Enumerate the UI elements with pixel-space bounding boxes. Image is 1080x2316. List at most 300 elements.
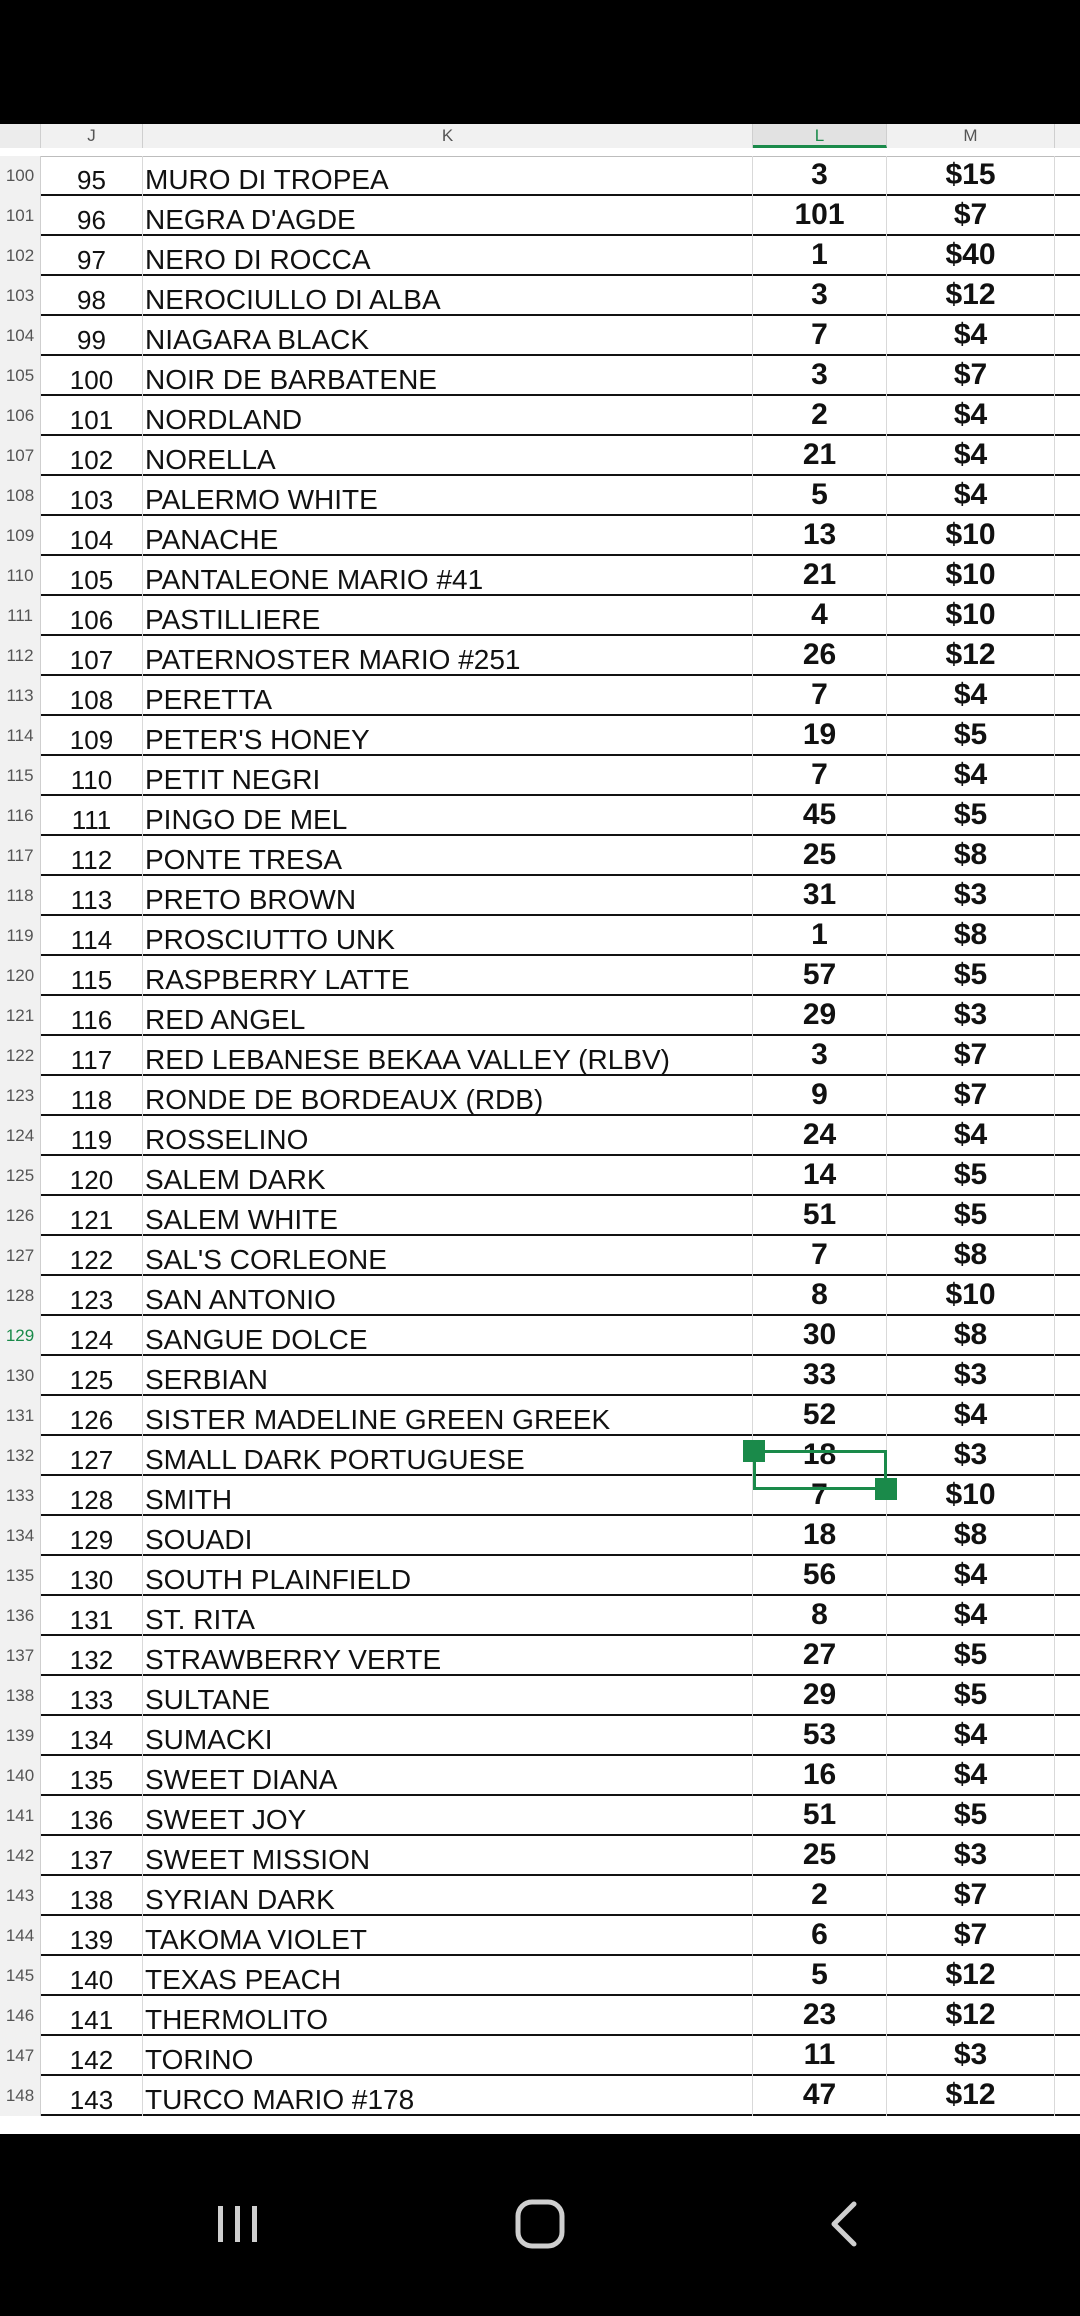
cell-k-variety[interactable]: STRAWBERRY VERTE <box>143 1636 753 1676</box>
cell-k-variety[interactable]: TURCO MARIO #178 <box>143 2076 753 2116</box>
cell-n-empty[interactable] <box>1055 1596 1080 1636</box>
cell-j-index[interactable]: 135 <box>41 1756 143 1796</box>
cell-l-count[interactable]: 21 <box>753 436 887 476</box>
cell-j-index[interactable]: 128 <box>41 1476 143 1516</box>
cell-l-count[interactable]: 53 <box>753 1716 887 1756</box>
cell-m-price[interactable]: $5 <box>887 1196 1055 1236</box>
cell-n-empty[interactable] <box>1055 1876 1080 1916</box>
cell-n-empty[interactable] <box>1055 516 1080 556</box>
cell-j-index[interactable]: 114 <box>41 916 143 956</box>
cell-j-index[interactable]: 132 <box>41 1636 143 1676</box>
cell-m-price[interactable]: $4 <box>887 1756 1055 1796</box>
cell-k-variety[interactable]: SYRIAN DARK <box>143 1876 753 1916</box>
cell-l-count[interactable]: 51 <box>753 1196 887 1236</box>
cell-j-index[interactable]: 99 <box>41 316 143 356</box>
cell-l-count[interactable]: 2 <box>753 1876 887 1916</box>
row-number[interactable]: 124 <box>0 1116 41 1156</box>
home-button[interactable] <box>480 2174 600 2274</box>
select-all-corner[interactable] <box>0 124 41 148</box>
row-number[interactable]: 141 <box>0 1796 41 1836</box>
cell-l-count[interactable]: 31 <box>753 876 887 916</box>
cell-n-empty[interactable] <box>1055 1036 1080 1076</box>
row-number[interactable]: 115 <box>0 756 41 796</box>
row-number[interactable]: 119 <box>0 916 41 956</box>
cell-k-variety[interactable]: PETIT NEGRI <box>143 756 753 796</box>
cell-l-count[interactable]: 8 <box>753 1596 887 1636</box>
row-number[interactable]: 127 <box>0 1236 41 1276</box>
cell-j-index[interactable]: 104 <box>41 516 143 556</box>
cell-n-empty[interactable] <box>1055 876 1080 916</box>
cell-k-variety[interactable]: NIAGARA BLACK <box>143 316 753 356</box>
cell-n-empty[interactable] <box>1055 1676 1080 1716</box>
row-number[interactable]: 104 <box>0 316 41 356</box>
row-number[interactable]: 140 <box>0 1756 41 1796</box>
cell-m-price[interactable]: $10 <box>887 596 1055 636</box>
row-number[interactable]: 146 <box>0 1996 41 2036</box>
cell-n-empty[interactable] <box>1055 236 1080 276</box>
cell-j-index[interactable]: 116 <box>41 996 143 1036</box>
cell-n-empty[interactable] <box>1055 596 1080 636</box>
cell-l-count[interactable]: 11 <box>753 2036 887 2076</box>
recent-apps-button[interactable] <box>178 2174 298 2274</box>
cell-j-index[interactable]: 143 <box>41 2076 143 2116</box>
cell-m-price[interactable]: $10 <box>887 1476 1055 1516</box>
cell-k-variety[interactable]: MURO DI TROPEA <box>143 156 753 196</box>
cell-k-variety[interactable]: NEROCIULLO DI ALBA <box>143 276 753 316</box>
cell-m-price[interactable]: $8 <box>887 1516 1055 1556</box>
cell-n-empty[interactable] <box>1055 916 1080 956</box>
cell-j-index[interactable]: 103 <box>41 476 143 516</box>
cell-l-count[interactable]: 5 <box>753 1956 887 1996</box>
cell-j-index[interactable]: 134 <box>41 1716 143 1756</box>
cell-m-price[interactable]: $7 <box>887 1876 1055 1916</box>
cell-l-count[interactable]: 5 <box>753 476 887 516</box>
cell-k-variety[interactable]: SULTANE <box>143 1676 753 1716</box>
column-header-m[interactable]: M <box>887 124 1055 148</box>
cell-l-count[interactable]: 13 <box>753 516 887 556</box>
row-number[interactable]: 109 <box>0 516 41 556</box>
column-header-n[interactable] <box>1055 124 1080 148</box>
row-number[interactable]: 131 <box>0 1396 41 1436</box>
cell-n-empty[interactable] <box>1055 1836 1080 1876</box>
cell-k-variety[interactable]: ROSSELINO <box>143 1116 753 1156</box>
cell-k-variety[interactable]: PRETO BROWN <box>143 876 753 916</box>
cell-n-empty[interactable] <box>1055 1076 1080 1116</box>
row-number[interactable]: 138 <box>0 1676 41 1716</box>
cell-l-count[interactable]: 7 <box>753 676 887 716</box>
cell-j-index[interactable]: 115 <box>41 956 143 996</box>
cell-j-index[interactable]: 95 <box>41 156 143 196</box>
cell-n-empty[interactable] <box>1055 956 1080 996</box>
cell-m-price[interactable]: $7 <box>887 1036 1055 1076</box>
cell-n-empty[interactable] <box>1055 196 1080 236</box>
row-number[interactable]: 122 <box>0 1036 41 1076</box>
cell-l-count[interactable]: 23 <box>753 1996 887 2036</box>
cell-n-empty[interactable] <box>1055 796 1080 836</box>
cell-n-empty[interactable] <box>1055 276 1080 316</box>
cell-j-index[interactable]: 119 <box>41 1116 143 1156</box>
cell-m-price[interactable]: $3 <box>887 1836 1055 1876</box>
cell-k-variety[interactable]: SWEET JOY <box>143 1796 753 1836</box>
cell-l-count[interactable]: 47 <box>753 2076 887 2116</box>
cell-j-index[interactable]: 97 <box>41 236 143 276</box>
cell-k-variety[interactable]: TAKOMA VIOLET <box>143 1916 753 1956</box>
cell-m-price[interactable]: $8 <box>887 916 1055 956</box>
row-number[interactable]: 100 <box>0 156 41 196</box>
cell-j-index[interactable]: 100 <box>41 356 143 396</box>
back-button[interactable] <box>784 2174 904 2274</box>
cell-j-index[interactable]: 127 <box>41 1436 143 1476</box>
cell-n-empty[interactable] <box>1055 356 1080 396</box>
cell-m-price[interactable]: $4 <box>887 1556 1055 1596</box>
cell-m-price[interactable]: $5 <box>887 796 1055 836</box>
cell-j-index[interactable]: 126 <box>41 1396 143 1436</box>
row-number[interactable]: 145 <box>0 1956 41 1996</box>
row-number[interactable]: 101 <box>0 196 41 236</box>
cell-l-count[interactable]: 3 <box>753 156 887 196</box>
cell-n-empty[interactable] <box>1055 1276 1080 1316</box>
cell-n-empty[interactable] <box>1055 1316 1080 1356</box>
cell-l-count[interactable]: 56 <box>753 1556 887 1596</box>
row-number[interactable]: 148 <box>0 2076 41 2116</box>
spreadsheet-grid[interactable] <box>0 124 1080 2134</box>
column-header-k[interactable]: K <box>143 124 753 148</box>
row-number[interactable]: 111 <box>0 596 41 636</box>
cell-n-empty[interactable] <box>1055 1116 1080 1156</box>
row-number[interactable]: 107 <box>0 436 41 476</box>
cell-m-price[interactable]: $4 <box>887 676 1055 716</box>
cell-k-variety[interactable]: PASTILLIERE <box>143 596 753 636</box>
cell-m-price[interactable]: $12 <box>887 1996 1055 2036</box>
cell-k-variety[interactable]: PROSCIUTTO UNK <box>143 916 753 956</box>
cell-j-index[interactable]: 113 <box>41 876 143 916</box>
cell-k-variety[interactable]: NOIR DE BARBATENE <box>143 356 753 396</box>
cell-l-count[interactable]: 9 <box>753 1076 887 1116</box>
cell-l-count[interactable]: 4 <box>753 596 887 636</box>
cell-n-empty[interactable] <box>1055 2036 1080 2076</box>
cell-m-price[interactable]: $5 <box>887 716 1055 756</box>
cell-m-price[interactable]: $4 <box>887 1716 1055 1756</box>
cell-n-empty[interactable] <box>1055 1636 1080 1676</box>
cell-j-index[interactable]: 120 <box>41 1156 143 1196</box>
cell-l-count[interactable]: 8 <box>753 1276 887 1316</box>
cell-m-price[interactable]: $40 <box>887 236 1055 276</box>
cell-m-price[interactable]: $8 <box>887 1236 1055 1276</box>
cell-j-index[interactable]: 124 <box>41 1316 143 1356</box>
cell-m-price[interactable]: $5 <box>887 956 1055 996</box>
cell-j-index[interactable]: 137 <box>41 1836 143 1876</box>
cell-l-count[interactable]: 25 <box>753 836 887 876</box>
cell-k-variety[interactable]: NEGRA D'AGDE <box>143 196 753 236</box>
cell-n-empty[interactable] <box>1055 316 1080 356</box>
cell-n-empty[interactable] <box>1055 1396 1080 1436</box>
cell-k-variety[interactable]: ST. RITA <box>143 1596 753 1636</box>
cell-n-empty[interactable] <box>1055 156 1080 196</box>
cell-l-count[interactable]: 27 <box>753 1636 887 1676</box>
cell-m-price[interactable]: $5 <box>887 1796 1055 1836</box>
row-number[interactable]: 134 <box>0 1516 41 1556</box>
row-number[interactable]: 147 <box>0 2036 41 2076</box>
cell-j-index[interactable]: 106 <box>41 596 143 636</box>
cell-j-index[interactable]: 136 <box>41 1796 143 1836</box>
cell-m-price[interactable]: $4 <box>887 1116 1055 1156</box>
row-number[interactable]: 130 <box>0 1356 41 1396</box>
cell-k-variety[interactable]: SAN ANTONIO <box>143 1276 753 1316</box>
cell-l-count[interactable]: 30 <box>753 1316 887 1356</box>
cell-k-variety[interactable]: SOUADI <box>143 1516 753 1556</box>
cell-k-variety[interactable]: PALERMO WHITE <box>143 476 753 516</box>
cell-k-variety[interactable]: PERETTA <box>143 676 753 716</box>
cell-n-empty[interactable] <box>1055 1756 1080 1796</box>
cell-l-count[interactable]: 1 <box>753 916 887 956</box>
cell-m-price[interactable]: $3 <box>887 876 1055 916</box>
row-number[interactable]: 118 <box>0 876 41 916</box>
cell-j-index[interactable]: 131 <box>41 1596 143 1636</box>
cell-k-variety[interactable]: PETER'S HONEY <box>143 716 753 756</box>
cell-j-index[interactable]: 112 <box>41 836 143 876</box>
cell-k-variety[interactable]: SUMACKI <box>143 1716 753 1756</box>
cell-k-variety[interactable]: RED LEBANESE BEKAA VALLEY (RLBV) <box>143 1036 753 1076</box>
cell-n-empty[interactable] <box>1055 1796 1080 1836</box>
cell-k-variety[interactable]: PATERNOSTER MARIO #251 <box>143 636 753 676</box>
cell-j-index[interactable]: 130 <box>41 1556 143 1596</box>
row-number[interactable]: 128 <box>0 1276 41 1316</box>
cell-n-empty[interactable] <box>1055 1556 1080 1596</box>
cell-j-index[interactable]: 109 <box>41 716 143 756</box>
cell-l-count[interactable]: 29 <box>753 996 887 1036</box>
row-number[interactable]: 132 <box>0 1436 41 1476</box>
cell-j-index[interactable]: 108 <box>41 676 143 716</box>
row-number[interactable]: 103 <box>0 276 41 316</box>
cell-m-price[interactable]: $10 <box>887 556 1055 596</box>
cell-k-variety[interactable]: SALEM DARK <box>143 1156 753 1196</box>
cell-k-variety[interactable]: THERMOLITO <box>143 1996 753 2036</box>
cell-l-count[interactable]: 33 <box>753 1356 887 1396</box>
cell-m-price[interactable]: $5 <box>887 1156 1055 1196</box>
cell-j-index[interactable]: 110 <box>41 756 143 796</box>
cell-m-price[interactable]: $12 <box>887 2076 1055 2116</box>
cell-l-count[interactable]: 51 <box>753 1796 887 1836</box>
cell-j-index[interactable]: 118 <box>41 1076 143 1116</box>
cell-k-variety[interactable]: SISTER MADELINE GREEN GREEK <box>143 1396 753 1436</box>
cell-m-price[interactable]: $4 <box>887 396 1055 436</box>
cell-j-index[interactable]: 96 <box>41 196 143 236</box>
cell-l-count[interactable]: 24 <box>753 1116 887 1156</box>
cell-m-price[interactable]: $12 <box>887 636 1055 676</box>
cell-l-count[interactable]: 3 <box>753 1036 887 1076</box>
cell-l-count[interactable]: 7 <box>753 1476 887 1516</box>
cell-m-price[interactable]: $7 <box>887 1076 1055 1116</box>
cell-n-empty[interactable] <box>1055 436 1080 476</box>
cell-k-variety[interactable]: SOUTH PLAINFIELD <box>143 1556 753 1596</box>
row-number[interactable]: 135 <box>0 1556 41 1596</box>
cell-l-count[interactable]: 7 <box>753 1236 887 1276</box>
row-number[interactable]: 108 <box>0 476 41 516</box>
cell-j-index[interactable]: 138 <box>41 1876 143 1916</box>
cell-k-variety[interactable]: PANTALEONE MARIO #41 <box>143 556 753 596</box>
cell-j-index[interactable]: 107 <box>41 636 143 676</box>
cell-l-count[interactable]: 45 <box>753 796 887 836</box>
cell-n-empty[interactable] <box>1055 556 1080 596</box>
cell-j-index[interactable]: 117 <box>41 1036 143 1076</box>
cell-l-count[interactable]: 101 <box>753 196 887 236</box>
cell-l-count[interactable]: 7 <box>753 316 887 356</box>
cell-k-variety[interactable]: TEXAS PEACH <box>143 1956 753 1996</box>
cell-m-price[interactable]: $8 <box>887 1316 1055 1356</box>
cell-n-empty[interactable] <box>1055 1996 1080 2036</box>
row-number[interactable]: 113 <box>0 676 41 716</box>
cell-m-price[interactable]: $3 <box>887 1436 1055 1476</box>
cell-n-empty[interactable] <box>1055 636 1080 676</box>
cell-k-variety[interactable]: PANACHE <box>143 516 753 556</box>
column-header-j[interactable]: J <box>41 124 143 148</box>
cell-m-price[interactable]: $4 <box>887 1396 1055 1436</box>
cell-l-count[interactable]: 7 <box>753 756 887 796</box>
cell-j-index[interactable]: 101 <box>41 396 143 436</box>
cell-l-count[interactable]: 19 <box>753 716 887 756</box>
cell-k-variety[interactable]: NORDLAND <box>143 396 753 436</box>
row-number[interactable]: 112 <box>0 636 41 676</box>
cell-m-price[interactable]: $5 <box>887 1636 1055 1676</box>
cell-j-index[interactable]: 121 <box>41 1196 143 1236</box>
cell-k-variety[interactable]: SMALL DARK PORTUGUESE <box>143 1436 753 1476</box>
cell-m-price[interactable]: $10 <box>887 516 1055 556</box>
cell-k-variety[interactable]: RED ANGEL <box>143 996 753 1036</box>
cell-j-index[interactable]: 139 <box>41 1916 143 1956</box>
cell-n-empty[interactable] <box>1055 996 1080 1036</box>
row-number[interactable]: 123 <box>0 1076 41 1116</box>
cell-n-empty[interactable] <box>1055 2076 1080 2116</box>
row-number[interactable]: 102 <box>0 236 41 276</box>
cell-j-index[interactable]: 102 <box>41 436 143 476</box>
cell-k-variety[interactable]: RASPBERRY LATTE <box>143 956 753 996</box>
cell-j-index[interactable]: 133 <box>41 1676 143 1716</box>
cell-l-count[interactable]: 29 <box>753 1676 887 1716</box>
cell-l-count[interactable]: 14 <box>753 1156 887 1196</box>
cell-l-count[interactable]: 1 <box>753 236 887 276</box>
cell-n-empty[interactable] <box>1055 1436 1080 1476</box>
cell-m-price[interactable]: $3 <box>887 1356 1055 1396</box>
row-number[interactable]: 125 <box>0 1156 41 1196</box>
cell-l-count[interactable]: 52 <box>753 1396 887 1436</box>
cell-n-empty[interactable] <box>1055 476 1080 516</box>
cell-m-price[interactable]: $8 <box>887 836 1055 876</box>
cell-k-variety[interactable]: NERO DI ROCCA <box>143 236 753 276</box>
cell-n-empty[interactable] <box>1055 1156 1080 1196</box>
cell-k-variety[interactable]: TORINO <box>143 2036 753 2076</box>
cell-k-variety[interactable]: SERBIAN <box>143 1356 753 1396</box>
row-number[interactable]: 120 <box>0 956 41 996</box>
cell-m-price[interactable]: $4 <box>887 316 1055 356</box>
cell-l-count[interactable]: 26 <box>753 636 887 676</box>
cell-l-count[interactable]: 18 <box>753 1436 887 1476</box>
cell-j-index[interactable]: 142 <box>41 2036 143 2076</box>
cell-n-empty[interactable] <box>1055 716 1080 756</box>
row-number[interactable]: 114 <box>0 716 41 756</box>
cell-m-price[interactable]: $12 <box>887 276 1055 316</box>
cell-n-empty[interactable] <box>1055 1956 1080 1996</box>
row-number[interactable]: 129 <box>0 1316 41 1356</box>
cell-n-empty[interactable] <box>1055 1516 1080 1556</box>
cell-j-index[interactable]: 123 <box>41 1276 143 1316</box>
cell-n-empty[interactable] <box>1055 756 1080 796</box>
cell-k-variety[interactable]: SWEET DIANA <box>143 1756 753 1796</box>
cell-n-empty[interactable] <box>1055 1916 1080 1956</box>
row-number[interactable]: 126 <box>0 1196 41 1236</box>
row-number[interactable]: 143 <box>0 1876 41 1916</box>
cell-j-index[interactable]: 98 <box>41 276 143 316</box>
cell-m-price[interactable]: $4 <box>887 756 1055 796</box>
row-number[interactable]: 142 <box>0 1836 41 1876</box>
cell-n-empty[interactable] <box>1055 676 1080 716</box>
cell-k-variety[interactable]: SMITH <box>143 1476 753 1516</box>
cell-k-variety[interactable]: RONDE DE BORDEAUX (RDB) <box>143 1076 753 1116</box>
cell-m-price[interactable]: $4 <box>887 436 1055 476</box>
row-number[interactable]: 106 <box>0 396 41 436</box>
cell-k-variety[interactable]: PINGO DE MEL <box>143 796 753 836</box>
cell-j-index[interactable]: 129 <box>41 1516 143 1556</box>
cell-m-price[interactable]: $15 <box>887 156 1055 196</box>
row-number[interactable]: 117 <box>0 836 41 876</box>
row-number[interactable]: 139 <box>0 1716 41 1756</box>
cell-m-price[interactable]: $7 <box>887 1916 1055 1956</box>
row-number[interactable]: 133 <box>0 1476 41 1516</box>
cell-k-variety[interactable]: SALEM WHITE <box>143 1196 753 1236</box>
cell-l-count[interactable]: 18 <box>753 1516 887 1556</box>
cell-n-empty[interactable] <box>1055 1196 1080 1236</box>
cell-j-index[interactable]: 111 <box>41 796 143 836</box>
row-number[interactable]: 136 <box>0 1596 41 1636</box>
row-number[interactable]: 121 <box>0 996 41 1036</box>
cell-n-empty[interactable] <box>1055 1476 1080 1516</box>
cell-n-empty[interactable] <box>1055 836 1080 876</box>
cell-l-count[interactable]: 16 <box>753 1756 887 1796</box>
cell-l-count[interactable]: 25 <box>753 1836 887 1876</box>
cell-k-variety[interactable]: SANGUE DOLCE <box>143 1316 753 1356</box>
cell-j-index[interactable]: 122 <box>41 1236 143 1276</box>
cell-m-price[interactable]: $4 <box>887 476 1055 516</box>
cell-l-count[interactable]: 21 <box>753 556 887 596</box>
cell-m-price[interactable]: $10 <box>887 1276 1055 1316</box>
cell-l-count[interactable]: 2 <box>753 396 887 436</box>
cell-k-variety[interactable]: PONTE TRESA <box>143 836 753 876</box>
cell-n-empty[interactable] <box>1055 1356 1080 1396</box>
row-number[interactable]: 110 <box>0 556 41 596</box>
cell-l-count[interactable]: 6 <box>753 1916 887 1956</box>
cell-m-price[interactable]: $3 <box>887 2036 1055 2076</box>
cell-l-count[interactable]: 57 <box>753 956 887 996</box>
cell-m-price[interactable]: $7 <box>887 356 1055 396</box>
cell-m-price[interactable]: $12 <box>887 1956 1055 1996</box>
cell-l-count[interactable]: 3 <box>753 356 887 396</box>
cell-j-index[interactable]: 140 <box>41 1956 143 1996</box>
column-header-l[interactable]: L <box>753 124 887 148</box>
cell-j-index[interactable]: 125 <box>41 1356 143 1396</box>
row-number[interactable]: 105 <box>0 356 41 396</box>
row-number[interactable]: 116 <box>0 796 41 836</box>
cell-n-empty[interactable] <box>1055 1236 1080 1276</box>
cell-n-empty[interactable] <box>1055 1716 1080 1756</box>
cell-k-variety[interactable]: SAL'S CORLEONE <box>143 1236 753 1276</box>
cell-k-variety[interactable]: SWEET MISSION <box>143 1836 753 1876</box>
cell-m-price[interactable]: $7 <box>887 196 1055 236</box>
row-number[interactable]: 137 <box>0 1636 41 1676</box>
cell-j-index[interactable]: 105 <box>41 556 143 596</box>
row-number[interactable]: 144 <box>0 1916 41 1956</box>
cell-k-variety[interactable]: NORELLA <box>143 436 753 476</box>
cell-l-count[interactable]: 3 <box>753 276 887 316</box>
cell-j-index[interactable]: 141 <box>41 1996 143 2036</box>
